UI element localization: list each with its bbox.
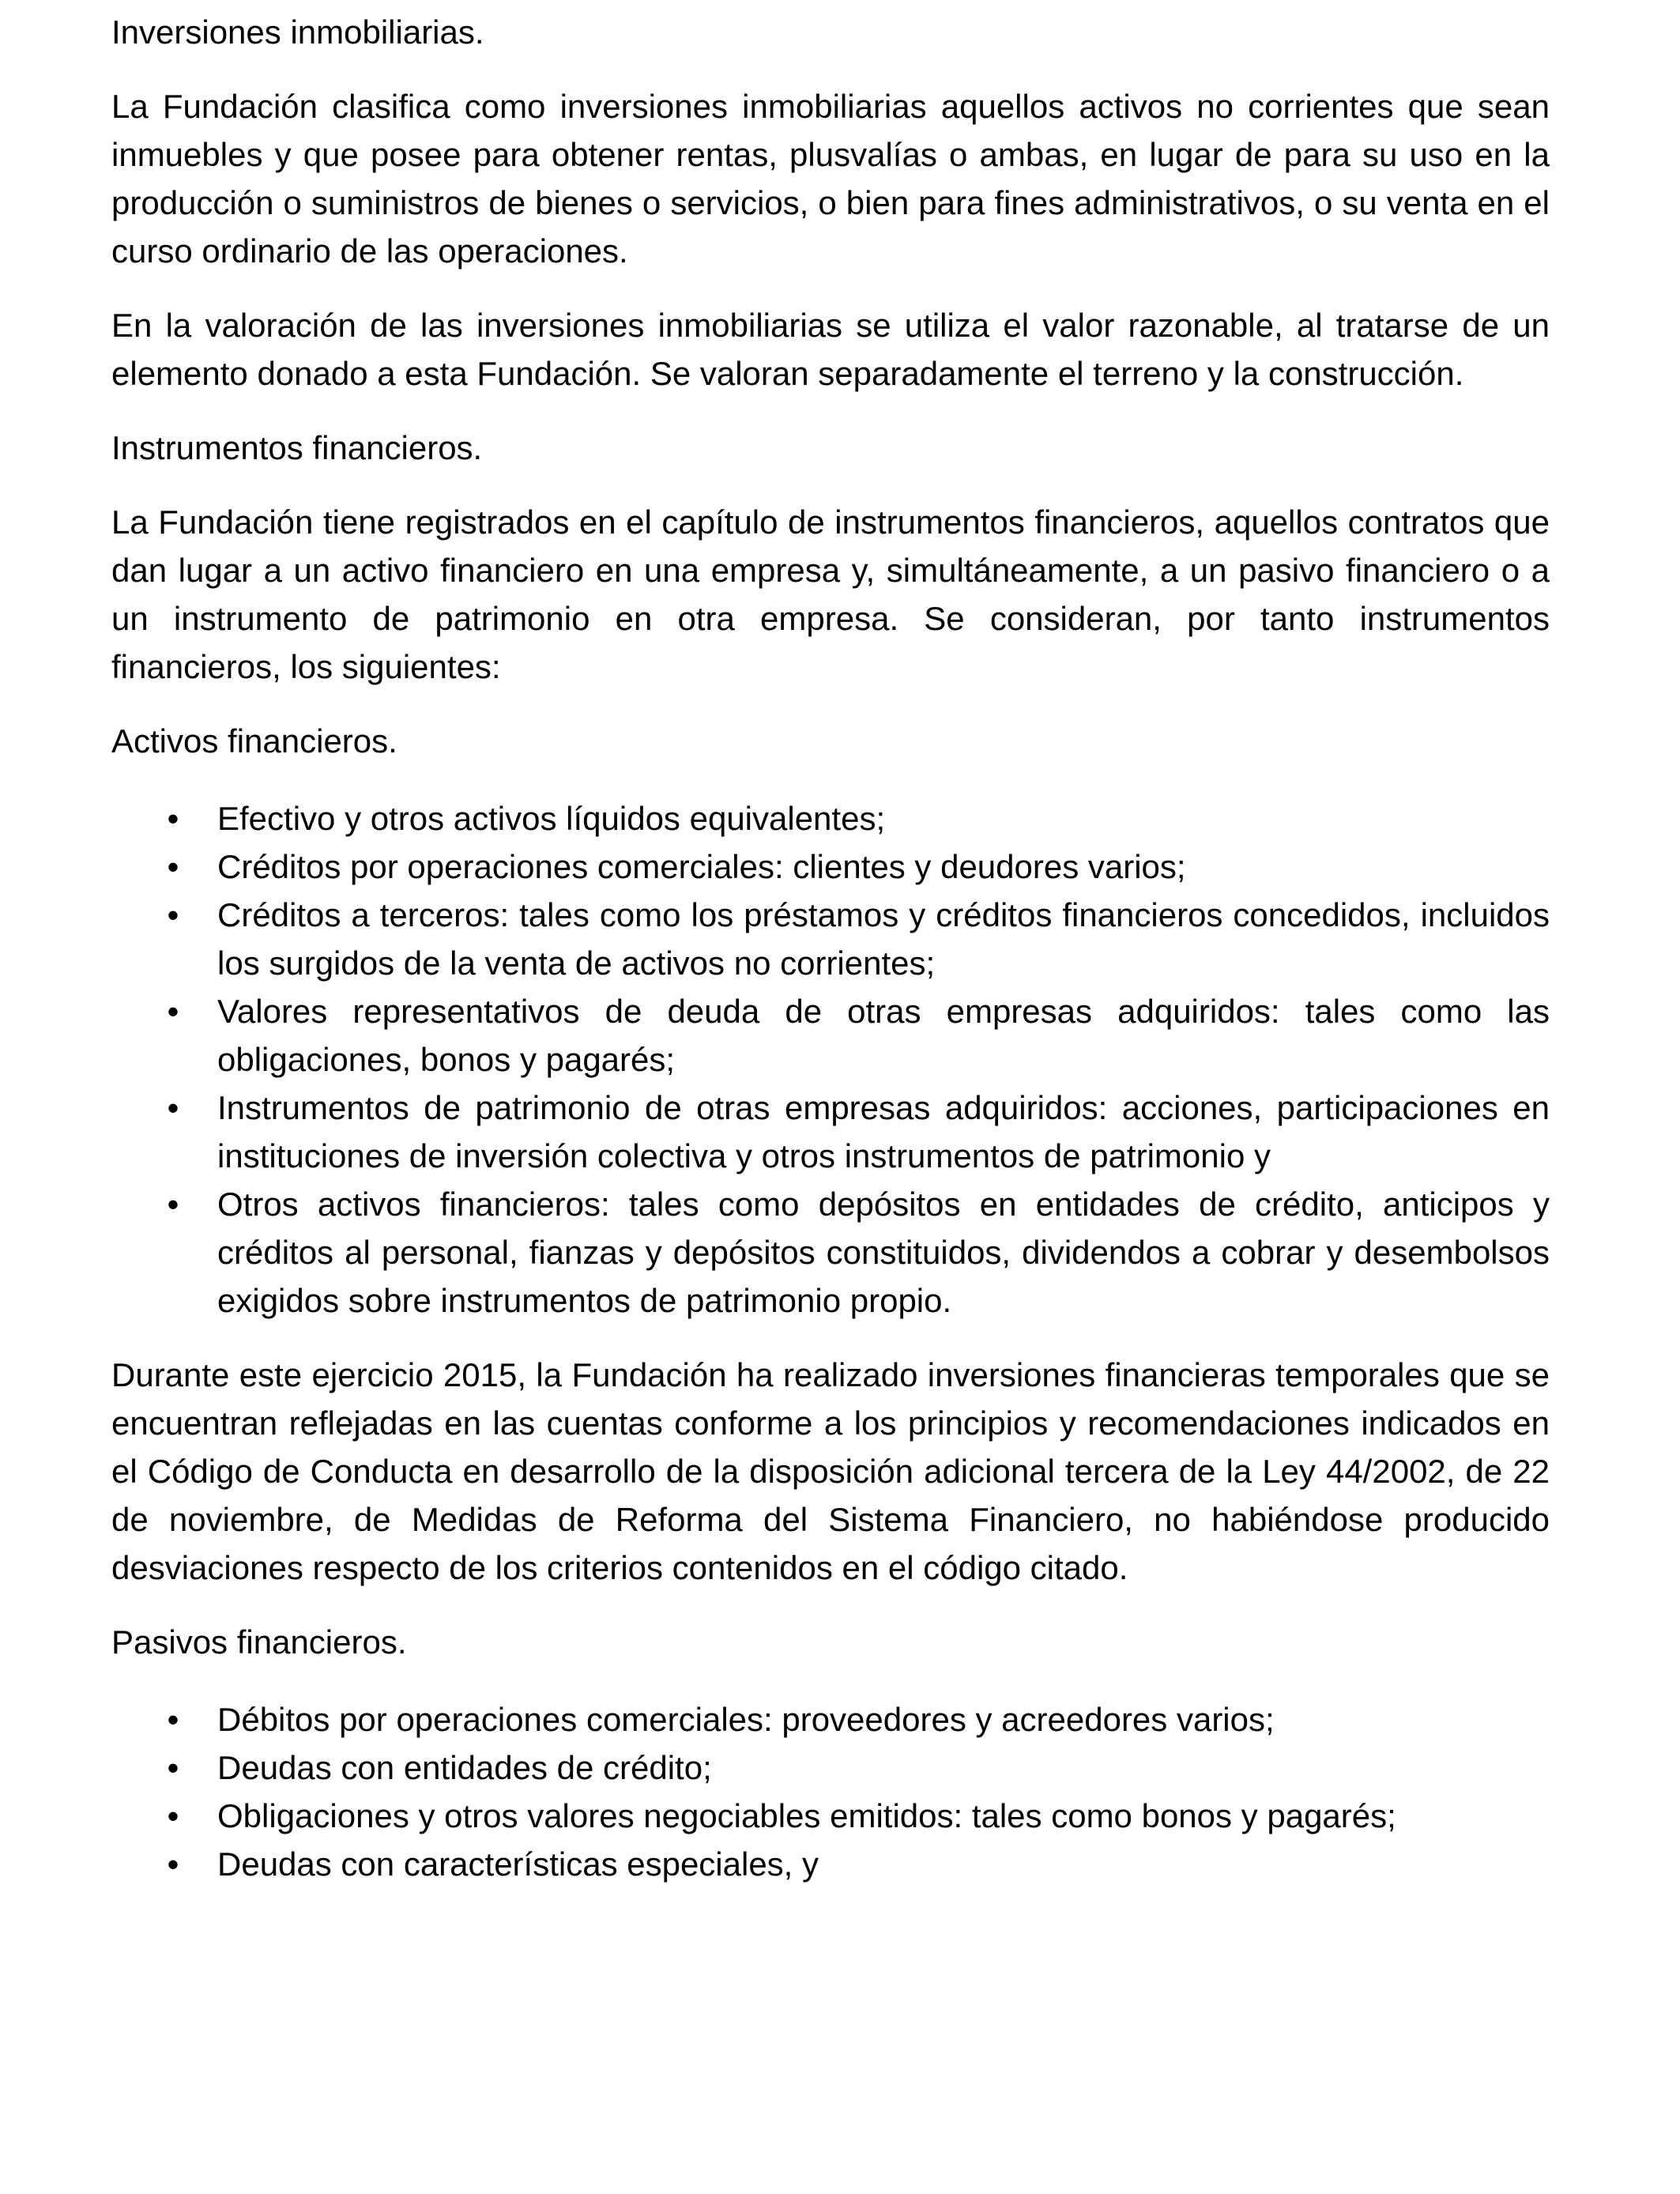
list-item — [111, 843, 1550, 891]
list-item-text: Créditos por operaciones comerciales: clientes y deudores varios; — [217, 848, 1186, 885]
list-item-text: Obligaciones y otros valores negociables emitidos: tales como bonos y pagarés; — [217, 1797, 1396, 1834]
list-item — [111, 1695, 1550, 1744]
list-item-text: Otros activos financieros: tales como depósitos en entidades de crédito, anticipos y créditos al personal, fianzas y depósitos constituidos, dividendos a cobrar y desembolsos exigidos sobre instrumentos de patrimonio propio. — [217, 1186, 1550, 1319]
list-item-text: Deudas con características especiales, y — [217, 1845, 819, 1883]
list-item-text: Instrumentos de patrimonio de otras empresas adquiridos: acciones, participaciones en instituciones de inversión colectiva y otros instrumentos de patrimonio y — [217, 1089, 1550, 1174]
bullet-icon: • — [167, 993, 179, 1030]
document-page — [111, 0, 1550, 1888]
list-item — [111, 1744, 1550, 1792]
list-item-text: Débitos por operaciones comerciales: proveedores y acreedores varios; — [217, 1701, 1275, 1738]
paragraph-instrumentos-financieros: La Fundación tiene registrados en el capítulo de instrumentos financieros, aquellos contratos que dan lugar a un activo financiero en una empresa y, simultáneamente, a un pasivo financiero o a un instrumento de patrimonio en otra empresa. Se consideran, por tanto instrumentos financieros, los siguientes: — [111, 503, 1550, 685]
paragraph-clasificacion-inversiones: La Fundación clasifica como inversiones inmobiliarias aquellos activos no corrientes que sean inmuebles y que posee para obtener rentas, plusvalías o ambas, en lugar de para su uso en la producción o suministros de bienes o servicios, o bien para fines administrativos, o su venta en el curso ordinario de las operaciones. — [111, 88, 1550, 270]
list-item — [111, 1084, 1550, 1180]
bullet-icon: • — [167, 1089, 179, 1126]
list-item — [111, 1792, 1550, 1840]
heading-instrumentos-financieros: Instrumentos financieros. — [111, 429, 483, 466]
bullet-icon: • — [167, 1186, 179, 1223]
list-item-text: Valores representativos de deuda de otras empresas adquiridos: tales como las obligaciones, bonos y pagarés; — [217, 993, 1550, 1078]
bullet-icon: • — [167, 896, 179, 933]
list-item — [111, 1840, 1550, 1888]
bullet-icon: • — [167, 1845, 179, 1883]
list-item — [111, 891, 1550, 987]
bullet-icon: • — [167, 848, 179, 885]
list-item-text: Efectivo y otros activos líquidos equivalentes; — [217, 800, 886, 837]
list-item — [111, 1180, 1550, 1325]
heading-activos-financieros: Activos financieros. — [111, 722, 397, 760]
list-item-text: Créditos a terceros: tales como los préstamos y créditos financieros concedidos, incluidos los surgidos de la venta de activos no corrientes; — [217, 896, 1550, 982]
list-item — [111, 794, 1550, 843]
paragraph-valoracion-inversiones: En la valoración de las inversiones inmobiliarias se utiliza el valor razonable, al tratarse de un elemento donado a esta Fundación. Se valoran separadamente el terreno y la construcción. — [111, 307, 1550, 392]
list-pasivos-financieros — [111, 1695, 1550, 1888]
bullet-icon: • — [167, 1797, 179, 1834]
bullet-icon: • — [167, 800, 179, 837]
list-item — [111, 987, 1550, 1084]
paragraph-inversiones-temporales: Durante este ejercicio 2015, la Fundación ha realizado inversiones financieras temporales que se encuentran reflejadas en las cuentas conforme a los principios y recomendaciones indicados en el Código de Conducta en desarrollo de la disposición adicional tercera de la Ley 44/2002, de 22 de noviembre, de Medidas de Reforma del Sistema Financiero, no habiéndose producido desviaciones respecto de los criterios contenidos en el código citado. — [111, 1356, 1550, 1586]
list-activos-financieros — [111, 794, 1550, 1325]
list-item-text: Deudas con entidades de crédito; — [217, 1749, 712, 1786]
bullet-icon: • — [167, 1701, 179, 1738]
heading-pasivos-financieros: Pasivos financieros. — [111, 1623, 407, 1661]
heading-inversiones-inmobiliarias: Inversiones inmobiliarias. — [111, 13, 484, 51]
bullet-icon: • — [167, 1749, 179, 1786]
